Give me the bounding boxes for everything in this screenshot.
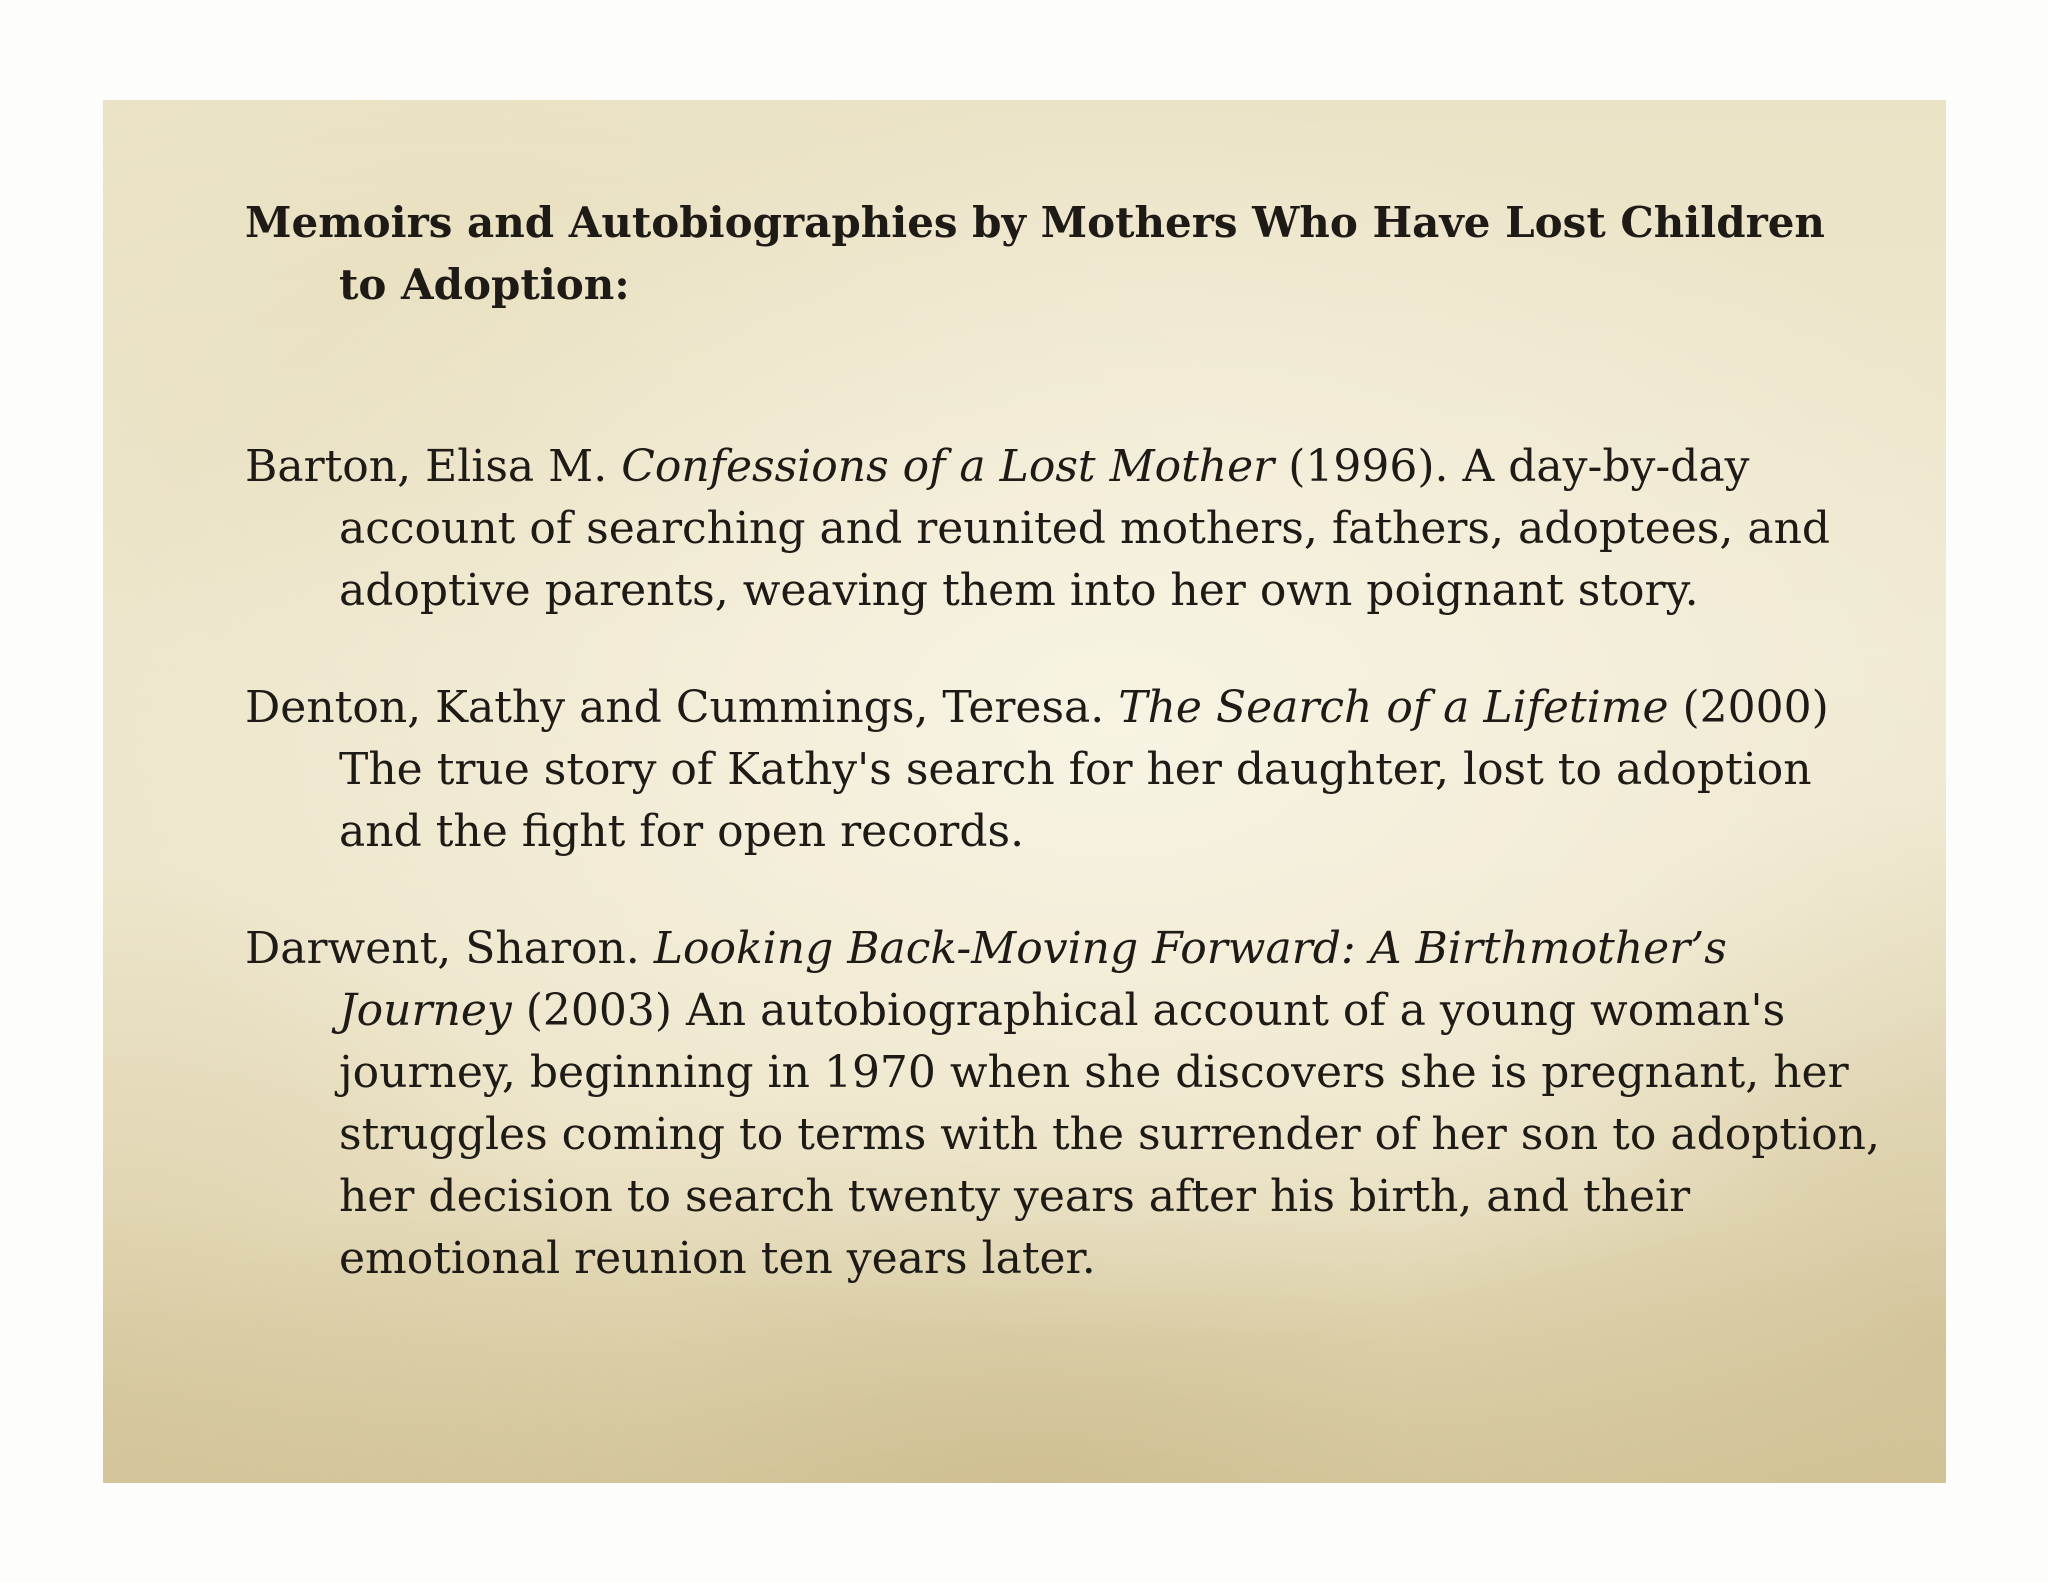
- entry-author: Denton, Kathy and Cummings, Teresa.: [245, 682, 1105, 733]
- entry-description: (2003) An autobiographical account of a young woman's journey, beginning in 1970 when she discovers she is pregnant, her struggles coming to terms with the surrender of her son to adoption, her decision to search twenty years after his birth, and their emotional reunion ten years later.: [339, 985, 1880, 1284]
- entry-author: Barton, Elisa M.: [245, 441, 608, 492]
- slide-content: [245, 192, 1885, 1345]
- page-title: Memoirs and Autobiographies by Mothers Who Have Lost Children to Adoption:: [245, 198, 1825, 309]
- slide: [103, 100, 1946, 1483]
- bibliography-entry: [245, 436, 1885, 622]
- entry-description: (2000) The true story of Kathy's search for her daughter, lost to adoption and the fight for open records.: [339, 682, 1829, 857]
- bibliography-entry: [245, 677, 1885, 863]
- entry-description: (1996). A day-by-day account of searching and reunited mothers, fathers, adoptees, and adoptive parents, weaving them into her own poignant story.: [339, 441, 1831, 616]
- entry-title: Confessions of a Lost Mother: [621, 441, 1275, 492]
- entry-title: Looking Back-Moving Forward: A Birthmother’s Journey: [339, 923, 1727, 1036]
- entry-title: The Search of a Lifetime: [1118, 682, 1669, 733]
- entry-author: Darwent, Sharon.: [245, 923, 640, 974]
- bibliography-entry: [245, 918, 1885, 1290]
